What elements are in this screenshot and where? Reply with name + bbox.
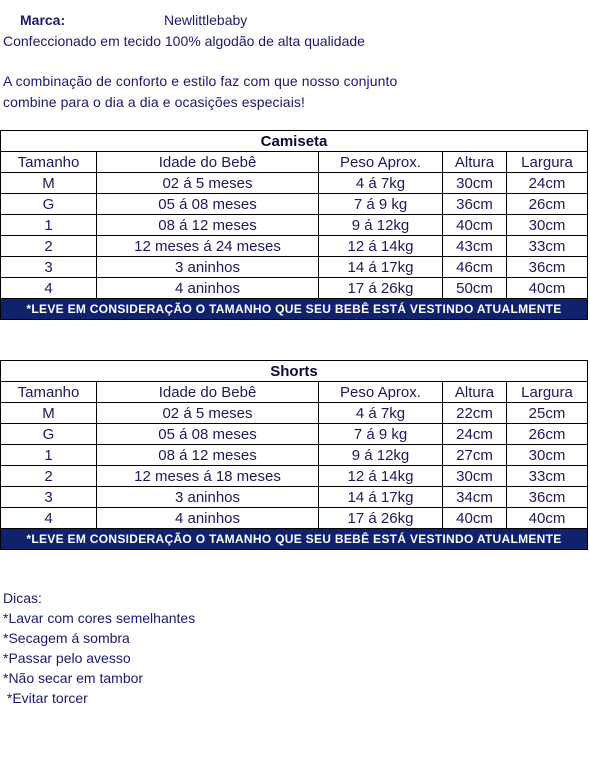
cell-weight: 7 á 9 kg bbox=[319, 424, 443, 445]
cell-age: 02 á 5 meses bbox=[97, 403, 319, 424]
brand-value: Newlittlebaby bbox=[164, 12, 248, 28]
table-row bbox=[1, 466, 588, 487]
cell-width: 24cm bbox=[507, 173, 588, 194]
cell-age: 4 aninhos bbox=[97, 508, 319, 529]
cell-weight: 12 á 14kg bbox=[319, 466, 443, 487]
tip-item: *Evitar torcer bbox=[3, 690, 88, 706]
cell-size: 4 bbox=[1, 278, 97, 299]
cell-size: 2 bbox=[1, 236, 97, 257]
cell-size: 1 bbox=[1, 215, 97, 236]
cell-weight: 9 á 12kg bbox=[319, 445, 443, 466]
cell-age: 05 á 08 meses bbox=[97, 194, 319, 215]
table-row bbox=[1, 487, 588, 508]
table-row bbox=[1, 508, 588, 529]
table-row bbox=[1, 278, 588, 299]
table-header-row bbox=[1, 152, 588, 173]
cell-size: M bbox=[1, 403, 97, 424]
cell-weight: 7 á 9 kg bbox=[319, 194, 443, 215]
cell-age: 02 á 5 meses bbox=[97, 173, 319, 194]
description-line-2: combine para o dia a dia e ocasições especiais! bbox=[3, 94, 305, 110]
column-header: Tamanho bbox=[1, 382, 97, 403]
cell-width: 36cm bbox=[507, 257, 588, 278]
cell-age: 3 aninhos bbox=[97, 257, 319, 278]
size-note-banner: *LEVE EM CONSIDERAÇÃO O TAMANHO QUE SEU BEBÊ ESTÁ VESTINDO ATUALMENTE bbox=[1, 529, 588, 550]
column-header: Peso Aprox. bbox=[319, 152, 443, 173]
cell-width: 36cm bbox=[507, 487, 588, 508]
brand-label: Marca: bbox=[20, 12, 66, 28]
cell-height: 30cm bbox=[443, 173, 507, 194]
column-header: Largura bbox=[507, 152, 588, 173]
column-header: Idade do Bebê bbox=[97, 152, 319, 173]
cell-height: 43cm bbox=[443, 236, 507, 257]
cell-age: 08 á 12 meses bbox=[97, 215, 319, 236]
cell-weight: 9 á 12kg bbox=[319, 215, 443, 236]
tip-item: *Secagem á sombra bbox=[3, 630, 130, 646]
cell-size: G bbox=[1, 194, 97, 215]
cell-width: 26cm bbox=[507, 424, 588, 445]
table-row bbox=[1, 424, 588, 445]
cell-height: 34cm bbox=[443, 487, 507, 508]
cell-weight: 14 á 17kg bbox=[319, 487, 443, 508]
cell-size: 4 bbox=[1, 508, 97, 529]
table-title: Camiseta bbox=[1, 131, 588, 152]
cell-age: 4 aninhos bbox=[97, 278, 319, 299]
cell-weight: 4 á 7kg bbox=[319, 173, 443, 194]
column-header: Idade do Bebê bbox=[97, 382, 319, 403]
cell-age: 3 aninhos bbox=[97, 487, 319, 508]
cell-age: 12 meses á 24 meses bbox=[97, 236, 319, 257]
camiseta-size-table bbox=[0, 130, 588, 320]
table-row bbox=[1, 257, 588, 278]
cell-size: 3 bbox=[1, 257, 97, 278]
cell-height: 24cm bbox=[443, 424, 507, 445]
cell-age: 08 á 12 meses bbox=[97, 445, 319, 466]
tip-item: *Lavar com cores semelhantes bbox=[3, 610, 196, 626]
tips-heading: Dicas: bbox=[3, 590, 42, 606]
cell-size: G bbox=[1, 424, 97, 445]
tip-item: *Não secar em tambor bbox=[3, 670, 144, 686]
cell-height: 30cm bbox=[443, 466, 507, 487]
table-row bbox=[1, 194, 588, 215]
cell-age: 12 meses á 18 meses bbox=[97, 466, 319, 487]
cell-size: 1 bbox=[1, 445, 97, 466]
cell-height: 50cm bbox=[443, 278, 507, 299]
cell-size: M bbox=[1, 173, 97, 194]
cell-weight: 4 á 7kg bbox=[319, 403, 443, 424]
cell-width: 30cm bbox=[507, 445, 588, 466]
cell-weight: 12 á 14kg bbox=[319, 236, 443, 257]
cell-width: 25cm bbox=[507, 403, 588, 424]
cell-weight: 17 á 26kg bbox=[319, 508, 443, 529]
column-header: Tamanho bbox=[1, 152, 97, 173]
table-row bbox=[1, 403, 588, 424]
cell-height: 36cm bbox=[443, 194, 507, 215]
table-title: Shorts bbox=[1, 361, 588, 382]
cell-width: 40cm bbox=[507, 278, 588, 299]
cell-width: 30cm bbox=[507, 215, 588, 236]
table-row bbox=[1, 236, 588, 257]
tip-item: *Passar pelo avesso bbox=[3, 650, 131, 666]
cell-width: 26cm bbox=[507, 194, 588, 215]
cell-height: 46cm bbox=[443, 257, 507, 278]
column-header: Altura bbox=[443, 152, 507, 173]
table-header-row bbox=[1, 382, 588, 403]
cell-height: 40cm bbox=[443, 508, 507, 529]
description-line-1: A combinação de conforto e estilo faz com que nosso conjunto bbox=[3, 73, 398, 89]
fabric-description: Confeccionado em tecido 100% algodão de alta qualidade bbox=[3, 33, 365, 49]
column-header: Largura bbox=[507, 382, 588, 403]
column-header: Altura bbox=[443, 382, 507, 403]
cell-width: 40cm bbox=[507, 508, 588, 529]
cell-weight: 14 á 17kg bbox=[319, 257, 443, 278]
shorts-size-table bbox=[0, 360, 588, 550]
cell-age: 05 á 08 meses bbox=[97, 424, 319, 445]
table-row bbox=[1, 445, 588, 466]
cell-width: 33cm bbox=[507, 466, 588, 487]
cell-width: 33cm bbox=[507, 236, 588, 257]
size-note-banner: *LEVE EM CONSIDERAÇÃO O TAMANHO QUE SEU BEBÊ ESTÁ VESTINDO ATUALMENTE bbox=[1, 299, 588, 320]
cell-height: 27cm bbox=[443, 445, 507, 466]
table-row bbox=[1, 215, 588, 236]
cell-size: 3 bbox=[1, 487, 97, 508]
column-header: Peso Aprox. bbox=[319, 382, 443, 403]
cell-size: 2 bbox=[1, 466, 97, 487]
cell-weight: 17 á 26kg bbox=[319, 278, 443, 299]
cell-height: 40cm bbox=[443, 215, 507, 236]
table-row bbox=[1, 173, 588, 194]
cell-height: 22cm bbox=[443, 403, 507, 424]
